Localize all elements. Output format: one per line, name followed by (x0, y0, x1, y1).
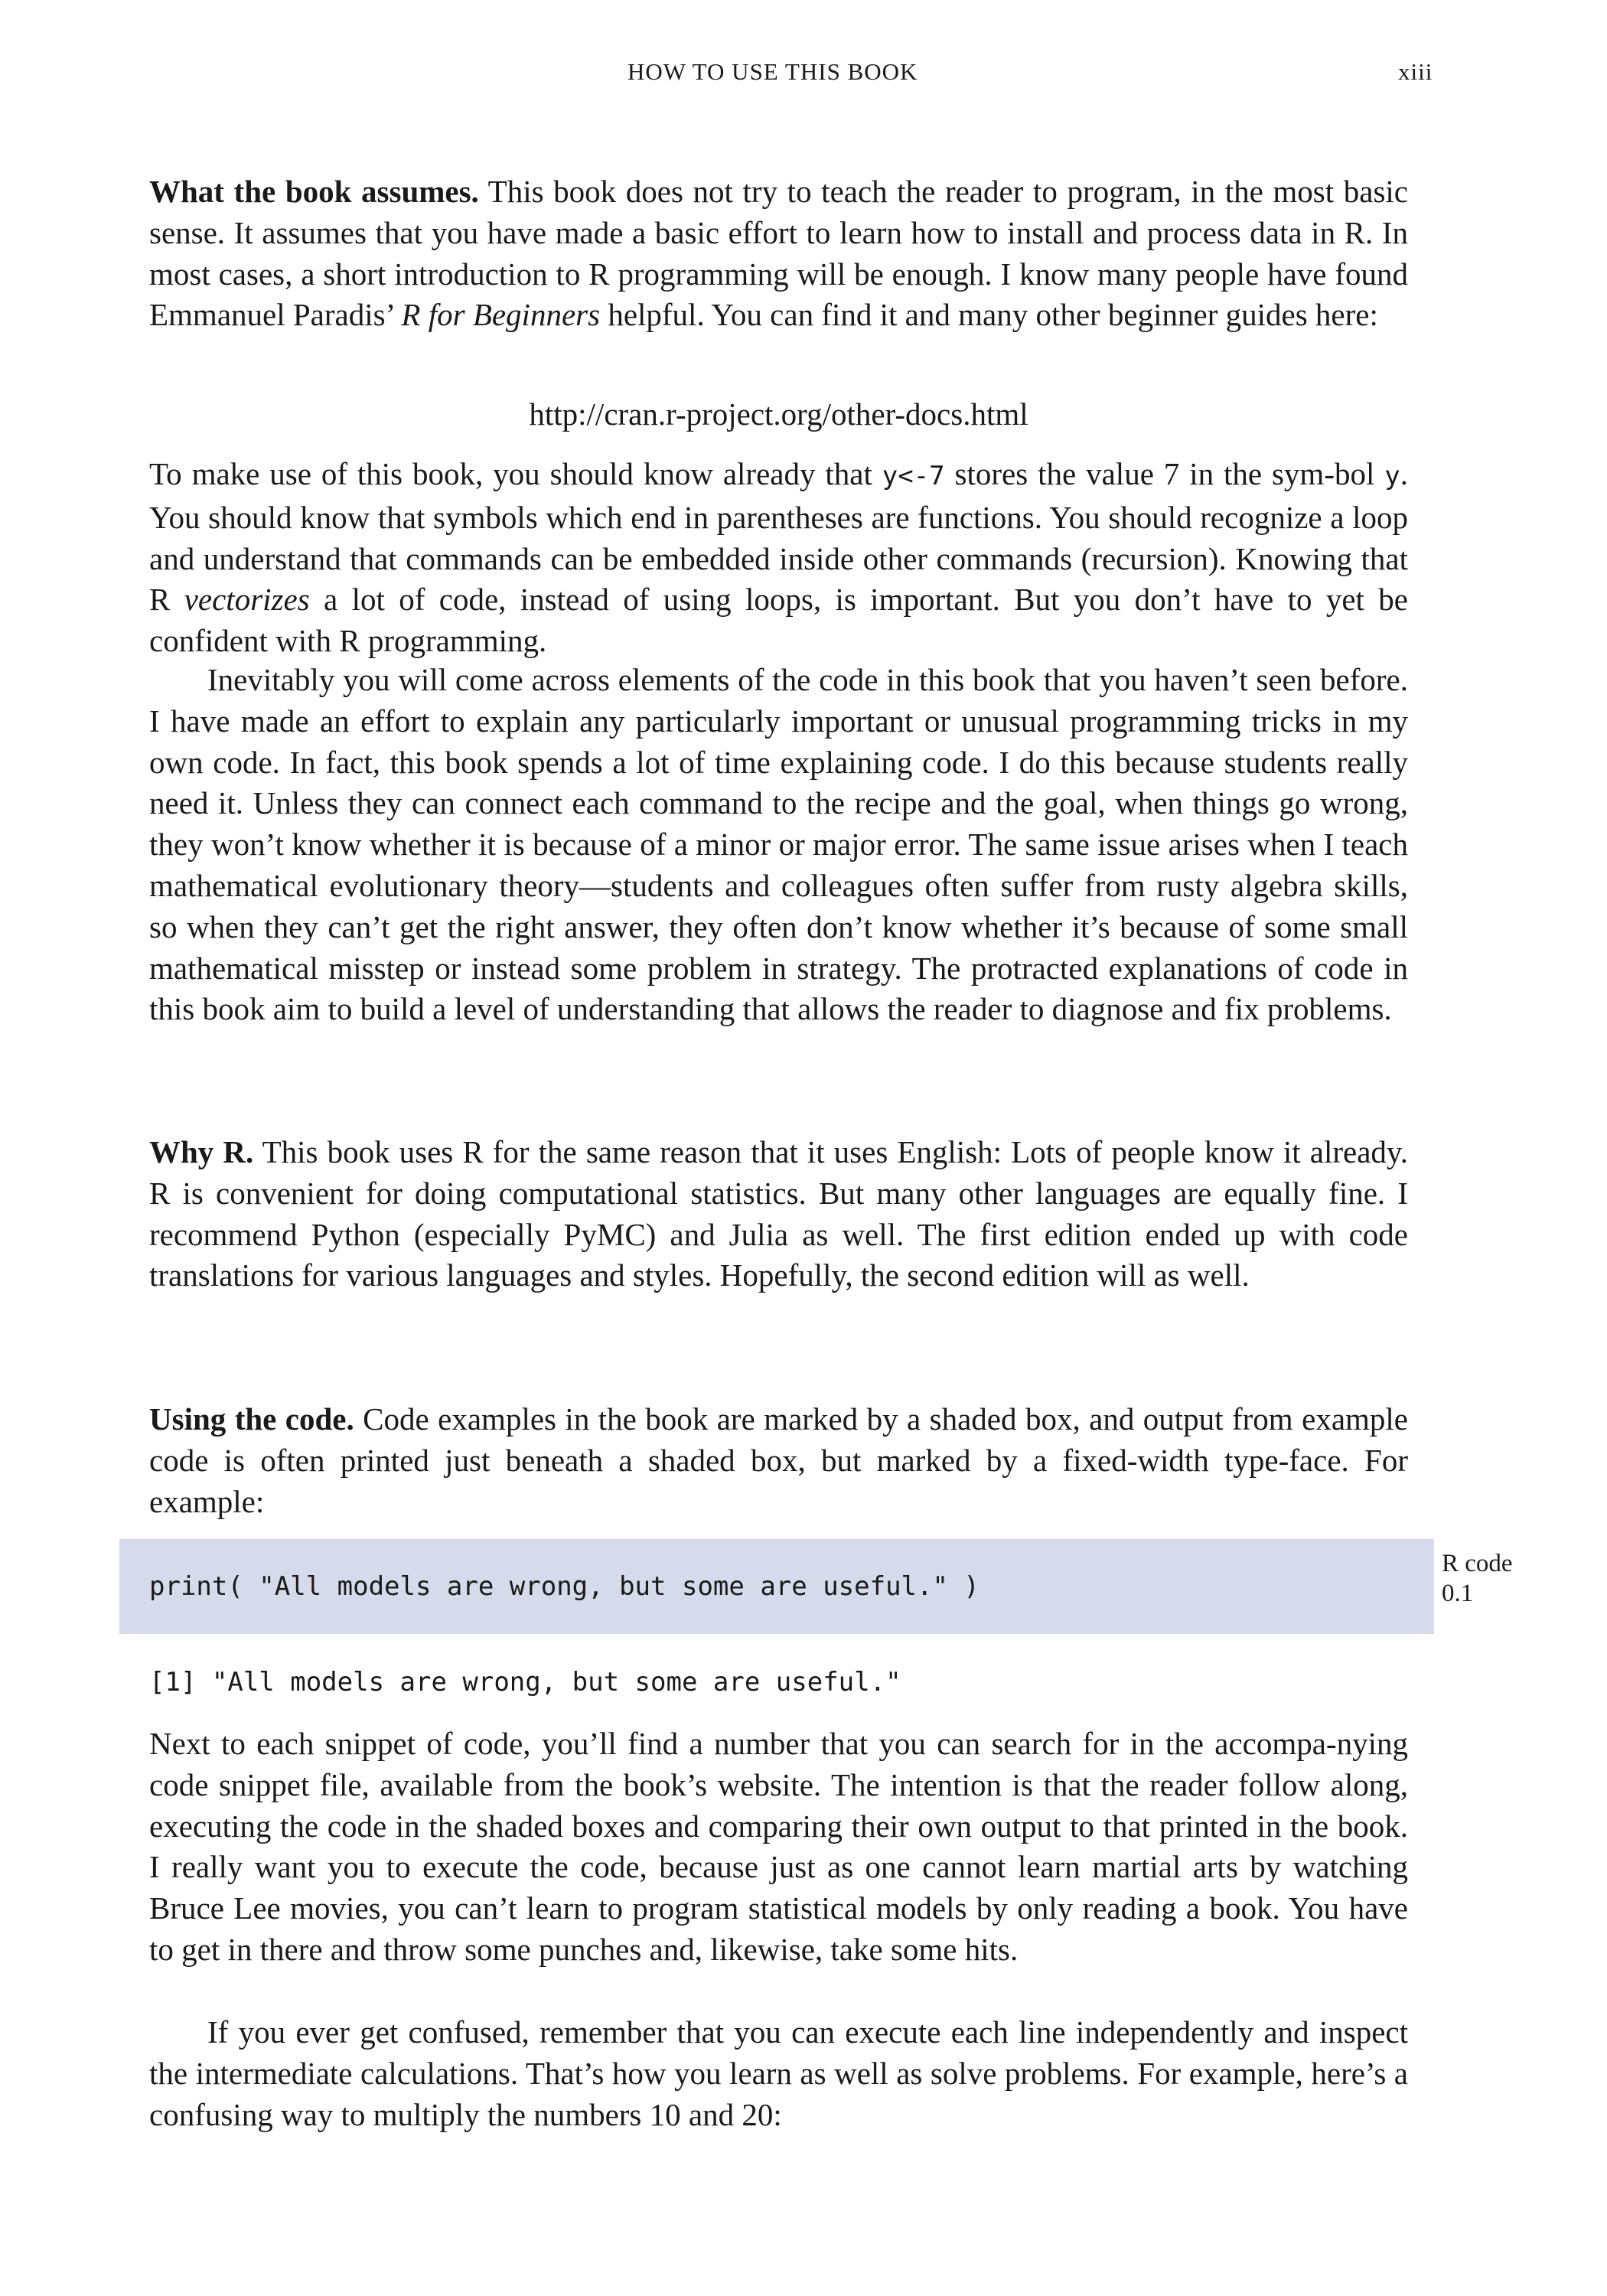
section-heading-using-the-code: Using the code. (149, 1401, 354, 1437)
paragraph-why-r (149, 1132, 1408, 1296)
paragraph-if-confused: If you ever get confused, remember that you can execute each line independently and inspect the intermediate calculations. That’s how you learn as well as solve problems. For example, here’s a confusing way to multiply the numbers 10 and 20: (149, 2014, 1408, 2132)
running-head (0, 58, 1607, 89)
inline-code-assignment: y<-7 (882, 461, 945, 491)
paragraph-text: Code examples in the book are marked by a shaded box, and output from example code is often printed just beneath a shaded box, but marked by a fixed-width type-face. For example: (149, 1401, 1408, 1519)
emphasis-vectorizes: vectorizes (184, 582, 310, 618)
paragraph-text: a lot of code, instead of using loops, is important. But you don’t have to yet be confident with R programming. (149, 582, 1408, 659)
book-title-r-for-beginners: R for Beginners (401, 297, 601, 333)
code-box (119, 1539, 1434, 1634)
code-snippet-label (1442, 1549, 1595, 1609)
code-label-text: R code (1442, 1550, 1513, 1577)
paragraph-what-the-book-assumes (149, 171, 1408, 336)
code-label-number: 0.1 (1442, 1580, 1474, 1607)
paragraph-text: To make use of this book, you should know already that (149, 456, 882, 491)
section-heading-why-r: Why R. (149, 1134, 254, 1169)
paragraph-explaining-code: Inevitably you will come across elements of the code in this book that you haven’t seen before. I have made an effort to explain any particularly important or unusual programming tricks in my own code. In fact, this book spends a lot of time explaining code. I do this because students really need it. Unless they can connect each command to the recipe and the goal, when things go wrong, they won’t know whether it is because of a minor or major error. The same issue arises when I teach mathematical evolutionary theory—students and colleagues often suffer from rusty algebra skills, so when they can’t get the right answer, they often don’t know whether it’s because of some small mathematical misstep or instead some problem in strategy. The protracted explanations of code in this book aim to build a level of understanding that allows the reader to diagnose and fix problems. (149, 662, 1408, 1027)
paragraph-text: This book uses R for the same reason that it uses English: Lots of people know it already. R is convenient for doing computational statistics. But many other languages are equally fine. I recommend Python (especially PyMC) and Julia as well. The first edition ended up with code translations for various languages and styles. Hopefully, the second edition will as well. (149, 1134, 1408, 1293)
paragraph-prerequisites (149, 454, 1408, 662)
paragraph-text: This book does not try to teach the reader to program, in the most basic sense. It assumes that you have made a basic effort to learn how to install and process data in R. In most cases, a short introduction to R programming will be enough. I know many people have found Emmanuel Paradis’ (149, 174, 1409, 333)
paragraph-text: stores the value 7 in the sym-bol (944, 456, 1385, 491)
inline-code-symbol: y (1384, 461, 1400, 491)
paragraph-text: helpful. You can find it and many other beginner guides here: (600, 297, 1378, 333)
section-heading-what-the-book-assumes: What the book assumes. (149, 174, 479, 209)
code-output: [1] "All models are wrong, but some are useful." (149, 1667, 901, 1698)
running-head-title: HOW TO USE THIS BOOK (627, 58, 918, 85)
page-number: xiii (1398, 58, 1433, 85)
code-snippet: print( "All models are wrong, but some are useful." ) (149, 1571, 980, 1602)
paragraph-text: . You should know that symbols which end in parentheses are functions. You should recognize a loop and understand that commands can be embedded inside other commands (recursion). Knowing that R (149, 456, 1409, 618)
paragraph-snippet-numbers: Next to each snippet of code, you’ll find a number that you can search for in the accompa-nying code snippet file, available from the book’s website. The intention is that the reader follow along, executing the code in the shaded boxes and comparing their own output to that printed in the book. I really want you to execute the code, because just as one cannot learn martial arts by watching Bruce Lee movies, you can’t learn to program statistical models by only reading a book. You have to get in there and throw some punches and, likewise, take some hits. (149, 1726, 1408, 1967)
url-cran-other-docs: http://cran.r-project.org/other-docs.html (529, 396, 1028, 432)
paragraph-using-the-code (149, 1399, 1408, 1522)
